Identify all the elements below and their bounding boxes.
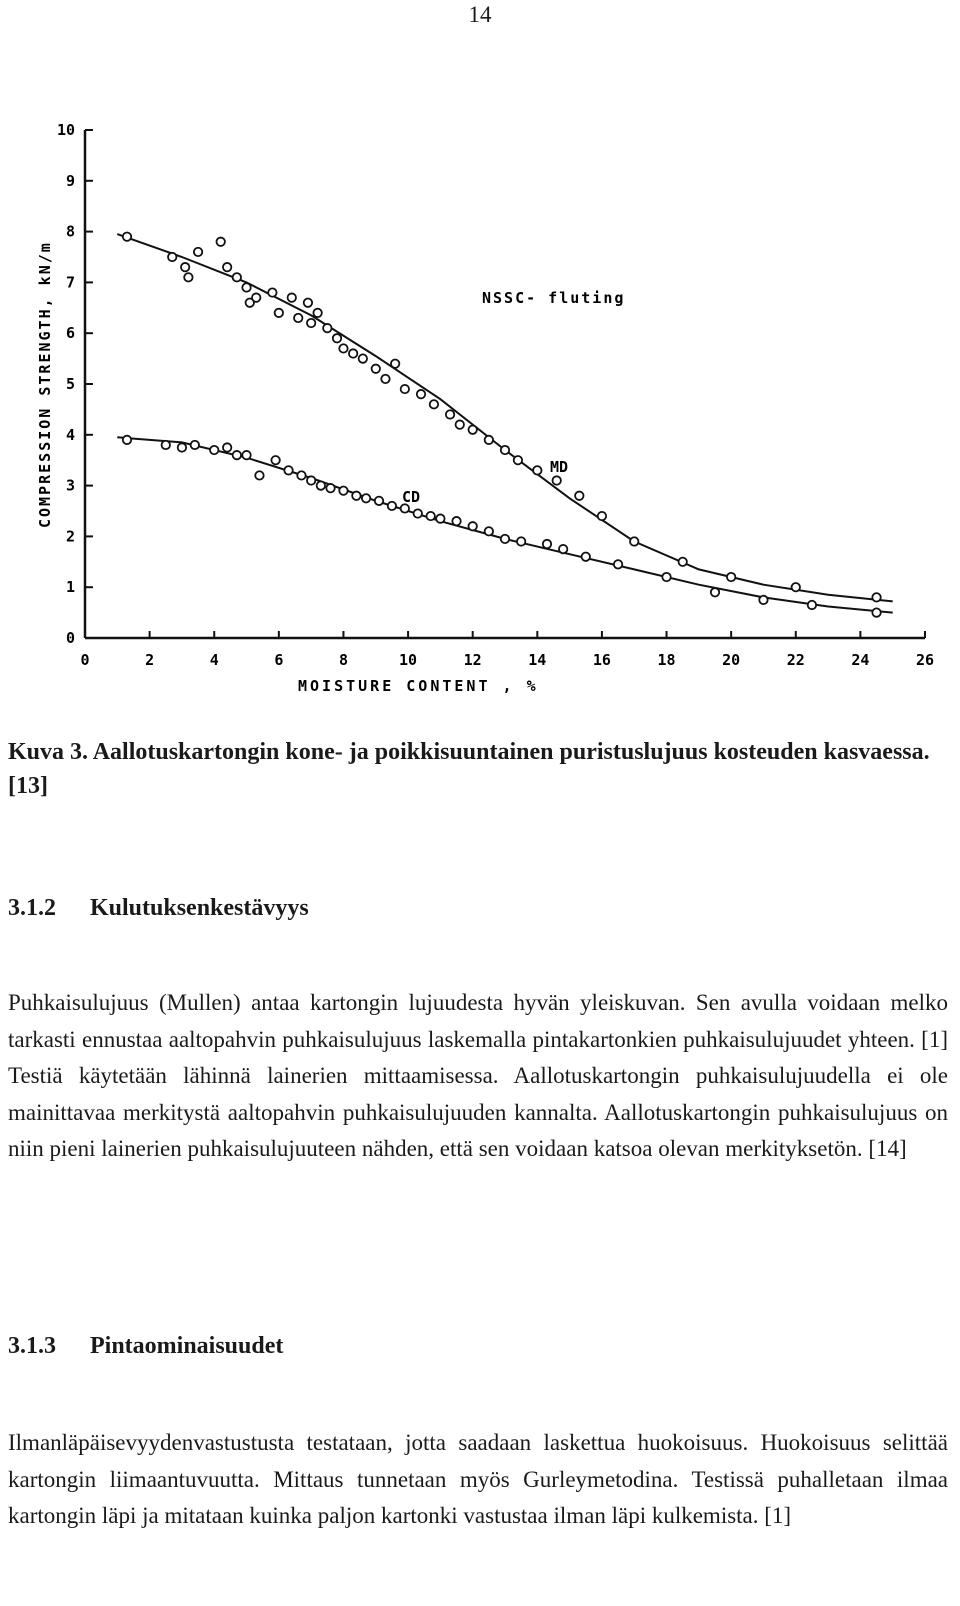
md-point [598,512,606,520]
md-point [514,456,522,464]
cd-point [352,492,360,500]
y-tick-label: 1 [65,578,75,597]
cd-point [711,588,719,596]
x-tick-label: 26 [915,651,935,669]
cd-point [872,608,880,616]
md-point [194,248,202,256]
chart-axes [85,130,925,638]
y-axis-label: COMPRESSION STRENGTH, kN/m [36,241,54,528]
md-point [275,309,283,317]
page-number: 14 [468,2,492,27]
cd-point [662,573,670,581]
section-heading-3-1-3 [8,1333,283,1360]
md-point [307,319,315,327]
y-tick-label: 10 [56,121,75,139]
md-point [533,466,541,474]
y-tick-label: 7 [65,273,75,292]
md-point [446,410,454,418]
md-point [372,365,380,373]
md-point [381,375,389,383]
y-tick-label: 8 [65,222,75,241]
y-tick-label: 9 [65,171,75,190]
nssc-annotation: NSSC- fluting [482,289,626,307]
x-tick-label: 8 [338,651,348,669]
x-tick-label: 24 [851,651,870,669]
md-point [333,334,341,342]
md-point [233,273,241,281]
md-point [678,558,686,566]
x-tick-label: 0 [80,651,90,669]
cd-point [233,451,241,459]
md-annotation: MD [550,458,569,476]
x-tick-label: 18 [657,651,676,669]
cd-point [436,514,444,522]
compression-strength-figure [30,118,950,708]
cd-point [485,527,493,535]
md-point [417,390,425,398]
cd-point [223,443,231,451]
md-point [359,354,367,362]
x-tick-label: 22 [786,651,805,669]
md-point [727,573,735,581]
md-point [456,420,464,428]
md-point [575,492,583,500]
y-tick-label: 0 [65,629,75,647]
cd-point [468,522,476,530]
md-point [339,344,347,352]
cd-point [414,509,422,517]
md-point [242,283,250,291]
y-tick-label: 5 [65,375,75,393]
cd-point [271,456,279,464]
md-point [181,263,189,271]
cd-point [242,451,250,459]
cd-point [191,441,199,449]
md-point [223,263,231,271]
x-tick-label: 6 [274,651,284,669]
section-title: Kulutuksenkestävyys [90,895,309,921]
md-point [268,288,276,296]
section-3-1-2-paragraph: Puhkaisulujuus (Mullen) antaa kartongin lujuudesta hyvän yleiskuvan. Sen avulla voidaan melko tarkasti ennustaa aaltopahvin puhkaisulujuus laskemalla pintakartonkien puhkaisulujuudet yhteen. [1] Testiä käytetään lähinnä lainerien mittaamisessa. Aallotuskartongin puhkaisulujuudella ei ole mainittavaa merkitystä aaltopahvin puhkaisulujuuden kannalta. Aallotuskartongin puhkaisulujuus on niin pieni lainerien puhkaisulujuuteen nähden, että sen voidaan katsoa olevan merkityksetön. [14] [8,990,948,1161]
cd-point [210,446,218,454]
cd-point [178,443,186,451]
cd-point [362,494,370,502]
x-tick-label: 4 [209,651,219,669]
section-number: 3.1.2 [8,895,56,921]
section-heading-3-1-2 [8,895,309,922]
x-tick-label: 10 [399,651,418,669]
md-point [872,593,880,601]
section-3-1-3-paragraph: Ilmanläpäisevyydenvastustusta testataan, jotta saadaan laskettua huokoisuus. Huokoisuus selittää kartongin liimaantuvuutta. Mittaus tunnetaan myös Gurleymetodina. Testissä puhalletaan ilmaa kartongin läpi ja mitataan kuinka paljon kartonki vastustaa ilman läpi kulkemista. [1] [8,1430,948,1528]
md-point [468,426,476,434]
x-tick-label: 16 [592,651,611,669]
cd-point [317,481,325,489]
section-number: 3.1.3 [8,1333,56,1359]
md-point [168,253,176,261]
cd-point [582,553,590,561]
md-point [294,314,302,322]
md-point [323,324,331,332]
md-point [401,385,409,393]
x-tick-label: 14 [528,651,547,669]
cd-point [426,512,434,520]
cd-point [501,535,509,543]
x-tick-label: 20 [722,651,741,669]
cd-point [339,486,347,494]
cd-point [123,436,131,444]
y-tick-label: 6 [65,324,75,343]
cd-point [307,476,315,484]
md-point [630,537,638,545]
md-point [792,583,800,591]
x-tick-label: 2 [145,651,155,669]
md-point [304,299,312,307]
cd-point [162,441,170,449]
cd-point [326,484,334,492]
cd-point [284,466,292,474]
cd-point [543,540,551,548]
md-point [252,293,260,301]
cd-point [759,596,767,604]
chart-ticks [57,121,934,669]
cd-point [375,497,383,505]
section-title: Pintaominaisuudet [90,1333,284,1359]
x-tick-label: 12 [463,651,482,669]
x-axis-label: MOISTURE CONTENT , % [298,677,539,695]
cd-point [614,560,622,568]
cd-point [517,537,525,545]
chart-svg [30,118,950,708]
md-point [184,273,192,281]
y-tick-label: 2 [65,527,75,546]
md-point [485,436,493,444]
y-tick-label: 4 [65,425,75,444]
figure-caption: Kuva 3. Aallotuskartongin kone- ja poikkisuuntainen puristuslujuus kosteuden kasvaessa. [13] [8,739,930,799]
cd-point [808,601,816,609]
md-point [288,293,296,301]
cd-annotation: CD [402,488,421,506]
y-tick-label: 3 [65,476,75,495]
md-point [313,309,321,317]
cd-point [297,471,305,479]
md-point [501,446,509,454]
md-point [391,359,399,367]
cd-point [255,471,263,479]
md-point [430,400,438,408]
md-point [216,238,224,246]
cd-point [452,517,460,525]
md-point [123,232,131,240]
md-point [349,349,357,357]
md-point [552,476,560,484]
cd-point [388,502,396,510]
cd-point [559,545,567,553]
